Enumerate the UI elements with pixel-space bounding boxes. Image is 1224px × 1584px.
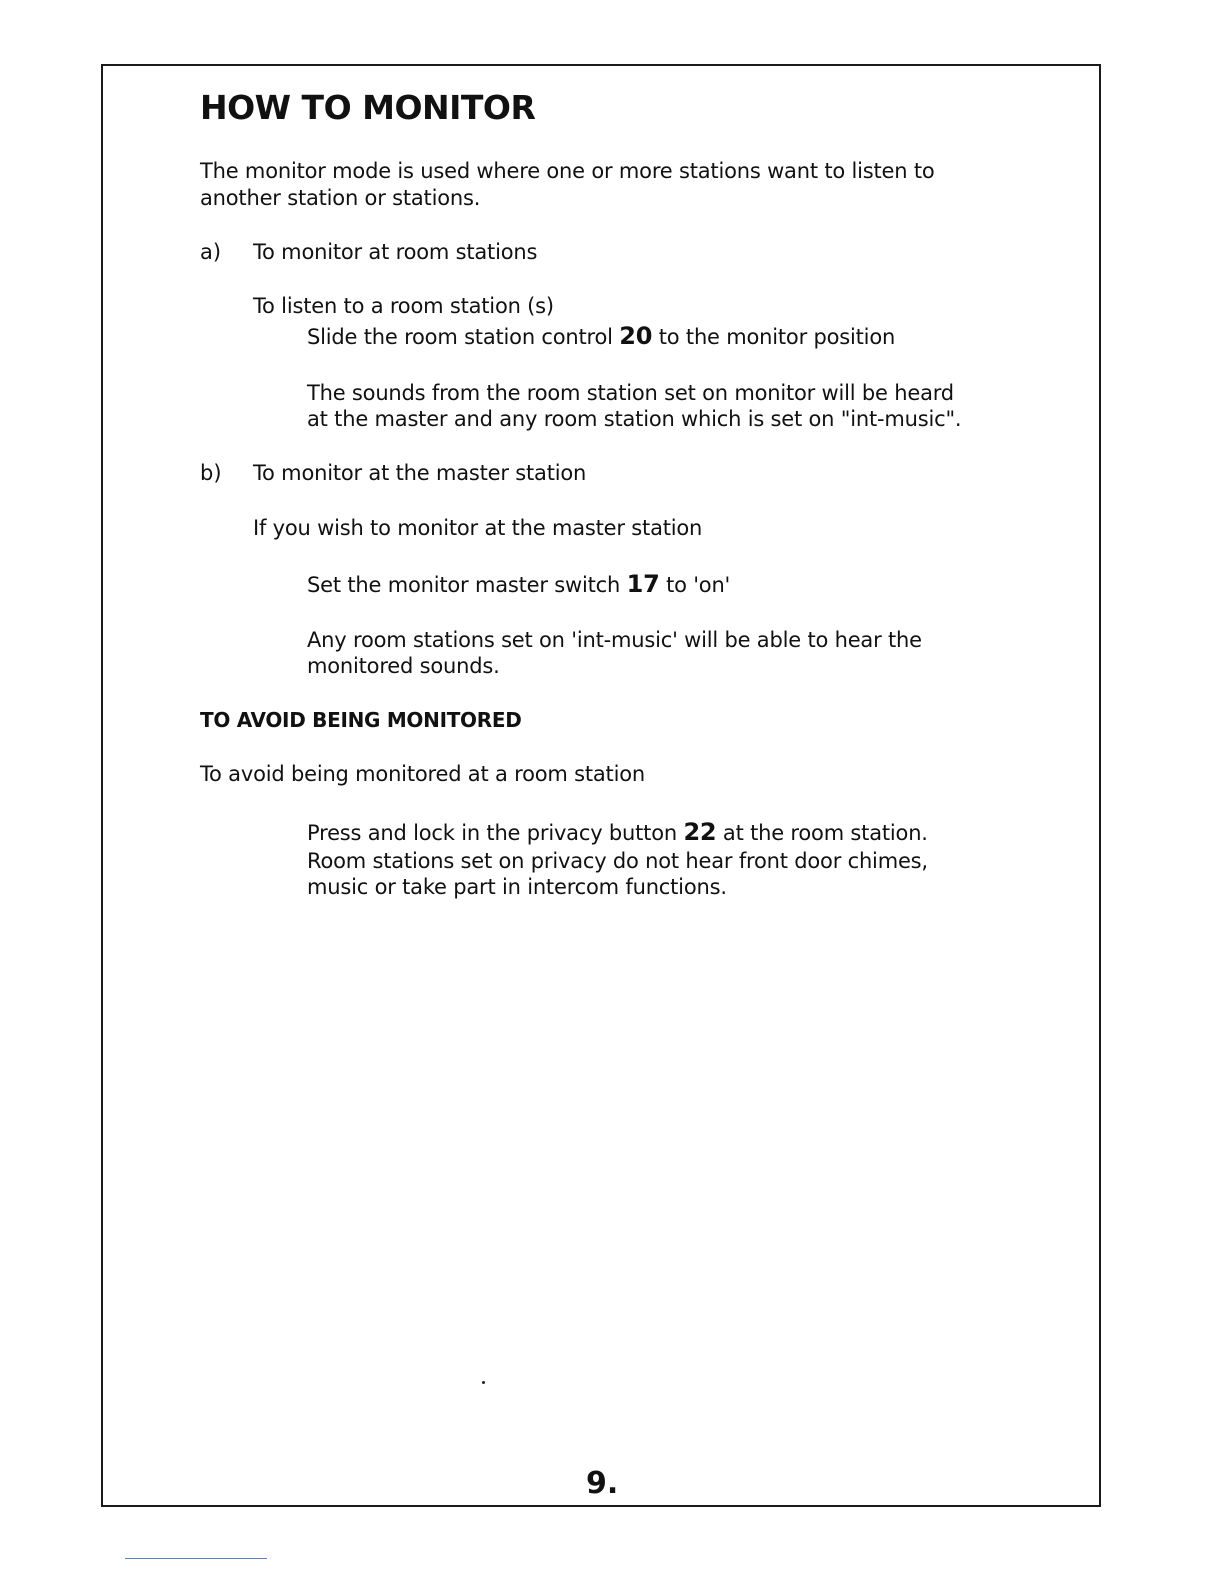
section-b-marker: b) <box>200 461 222 485</box>
section-a-note-line-1: The sounds from the room station set on monitor will be heard <box>307 381 954 405</box>
section-a-subheading: To listen to a room station (s) <box>253 294 554 318</box>
avoid-line-2: Room stations set on privacy do not hear front door chimes, <box>307 849 928 873</box>
step-text-after: to the monitor position <box>652 325 896 349</box>
section-a-heading: To monitor at room stations <box>253 240 538 264</box>
avoid-line-3: music or take part in intercom functions. <box>307 875 727 899</box>
section-a-note-line-2: at the master and any room station which is set on "int-music". <box>307 407 962 431</box>
section-a-marker: a) <box>200 240 222 264</box>
step-text-after: to 'on' <box>659 573 731 597</box>
step-text-before: Press and lock in the privacy button <box>307 821 684 845</box>
button-number-ref: 22 <box>683 818 717 846</box>
speck-mark <box>482 1381 485 1384</box>
page-number: 9. <box>586 1466 619 1501</box>
intro-line-2: another station or stations. <box>200 186 481 210</box>
switch-number-ref: 17 <box>626 570 660 598</box>
section-b-note-line-2: monitored sounds. <box>307 654 500 678</box>
section-b-subheading: If you wish to monitor at the master station <box>253 516 703 540</box>
control-number-ref: 20 <box>619 322 653 350</box>
section-a-step-1 <box>307 323 895 351</box>
footer-rule <box>125 1558 267 1559</box>
section-b-heading: To monitor at the master station <box>253 461 587 485</box>
page-title: HOW TO MONITOR <box>200 88 536 127</box>
intro-line-1: The monitor mode is used where one or more stations want to listen to <box>200 159 935 183</box>
step-text-before: Slide the room station control <box>307 325 620 349</box>
avoid-step-1 <box>307 819 928 847</box>
step-text-after: at the room station. <box>716 821 928 845</box>
step-text-before: Set the monitor master switch <box>307 573 627 597</box>
section-b-step-1 <box>307 571 730 599</box>
avoid-monitoring-heading: TO AVOID BEING MONITORED <box>200 708 522 732</box>
section-b-note-line-1: Any room stations set on 'int-music' will be able to hear the <box>307 628 922 652</box>
avoid-intro: To avoid being monitored at a room station <box>200 762 645 786</box>
